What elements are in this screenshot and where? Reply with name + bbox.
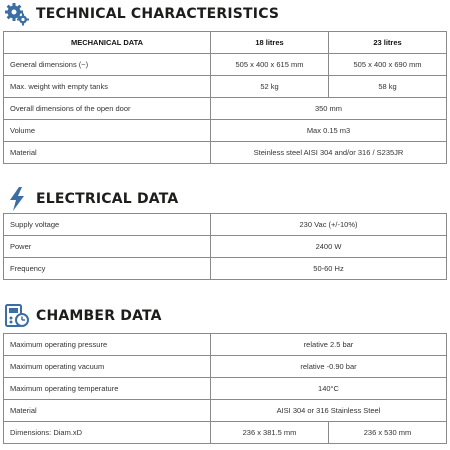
table-row	[4, 54, 447, 76]
row-value: 2400 W	[211, 236, 447, 258]
table-row	[4, 98, 447, 120]
table-row	[4, 142, 447, 164]
row-value-1: 236 x 381.5 mm	[211, 422, 329, 444]
header-18-litres: 18 litres	[211, 32, 329, 54]
row-label: General dimensions (~)	[4, 54, 211, 76]
chamber-clock-icon	[4, 304, 30, 328]
row-value-2: 236 x 530 mm	[329, 422, 447, 444]
row-label: Dimensions: Diam.xD	[4, 422, 211, 444]
technical-title: TECHNICAL CHARACTERISTICS	[36, 6, 280, 22]
row-value-18: 52 kg	[211, 76, 329, 98]
table-row	[4, 378, 447, 400]
table-row	[4, 236, 447, 258]
header-23-litres: 23 litres	[329, 32, 447, 54]
table-row	[4, 214, 447, 236]
row-value: relative 2.5 bar	[211, 334, 447, 356]
row-value: 230 Vac (+/-10%)	[211, 214, 447, 236]
row-value-18: 505 x 400 x 615 mm	[211, 54, 329, 76]
table-row	[4, 76, 447, 98]
gears-icon	[4, 2, 30, 26]
row-label: Volume	[4, 120, 211, 142]
row-value: 350 mm	[211, 98, 447, 120]
row-value-23: 58 kg	[329, 76, 447, 98]
table-header-row	[4, 32, 447, 54]
row-label: Material	[4, 400, 211, 422]
row-label: Maximum operating temperature	[4, 378, 211, 400]
chamber-title: CHAMBER DATA	[36, 308, 162, 324]
table-row	[4, 356, 447, 378]
row-value-23: 505 x 400 x 690 mm	[329, 54, 447, 76]
table-row	[4, 422, 447, 444]
row-label: Overall dimensions of the open door	[4, 98, 211, 120]
row-label: Frequency	[4, 258, 211, 280]
row-value: Max 0.15 m3	[211, 120, 447, 142]
electrical-title: ELECTRICAL DATA	[36, 191, 179, 207]
row-value: relative -0.90 bar	[211, 356, 447, 378]
row-label: Maximum operating pressure	[4, 334, 211, 356]
technical-header	[4, 2, 279, 26]
row-label: Max. weight with empty tanks	[4, 76, 211, 98]
lightning-icon	[4, 187, 30, 211]
row-value: AISI 304 or 316 Stainless Steel	[211, 400, 447, 422]
table-row	[4, 258, 447, 280]
electrical-header	[4, 187, 178, 211]
row-label: Material	[4, 142, 211, 164]
row-value: 50-60 Hz	[211, 258, 447, 280]
technical-table	[3, 31, 447, 164]
table-row	[4, 400, 447, 422]
header-mechanical-data: MECHANICAL DATA	[4, 32, 211, 54]
row-value: 140°C	[211, 378, 447, 400]
row-label: Power	[4, 236, 211, 258]
row-label: Supply voltage	[4, 214, 211, 236]
electrical-table	[3, 213, 447, 280]
row-value: Steinless steel AISI 304 and/or 316 / S235JR	[211, 142, 447, 164]
table-row	[4, 334, 447, 356]
row-label: Maximum operating vacuum	[4, 356, 211, 378]
chamber-header	[4, 304, 162, 328]
table-row	[4, 120, 447, 142]
chamber-table	[3, 333, 447, 444]
